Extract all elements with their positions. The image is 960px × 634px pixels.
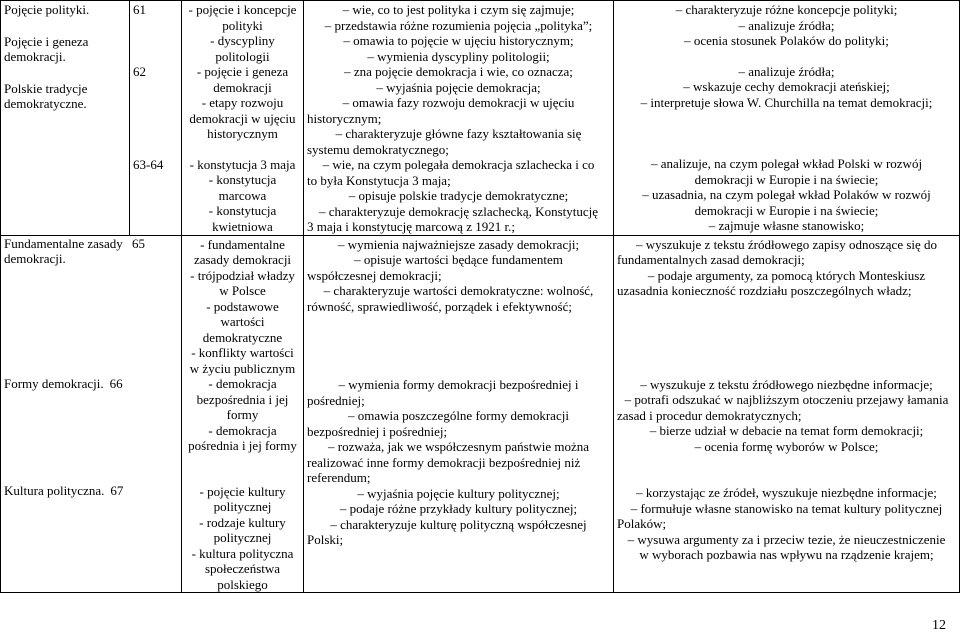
topic-cell: [1, 1, 130, 236]
content-line: w Polsce: [219, 283, 266, 298]
content-line: historycznym: [207, 126, 278, 141]
requirement-line: w wyborach pozbawia nas wpływu na rządzenie krajem;: [639, 547, 934, 562]
lesson-number-cell: [130, 1, 182, 236]
content-line: formy: [226, 407, 259, 422]
requirement-line: bezpośredniej i pośredniej;: [307, 423, 448, 439]
requirement-line: – korzystając ze źródeł, wyszukuje niezbędne informacje;: [636, 485, 937, 500]
lesson-number: 65: [132, 235, 145, 251]
basic-requirements-cell: [304, 235, 614, 593]
requirement-line: demokracji w Europie i na świecie;: [694, 171, 879, 187]
page-number: 12: [932, 618, 946, 633]
content-line: - pojęcie i geneza: [196, 64, 289, 79]
content-line: demokracji w ujęciu: [189, 110, 296, 126]
requirement-line: – uzasadnia, na czym polegał wkład Polaków w rozwój: [642, 187, 931, 202]
content-line: - trójpodział władzy: [190, 267, 295, 283]
lesson-number: 66: [109, 375, 123, 391]
requirement-line: – wyszukuje z tekstu źródłowego niezbędne informacje;: [640, 376, 933, 392]
content-line: - rodzaje kultury: [199, 514, 286, 530]
content-line: - demokracja: [208, 422, 277, 438]
requirement-line: 3 maja i konstytucję marcową z 1921 r.;: [307, 219, 515, 234]
content-line: - konstytucja 3 maja: [189, 156, 296, 172]
content-cell: [182, 235, 304, 593]
content-line: - konflikty wartości: [191, 345, 294, 360]
content-line: zasady demokracji: [193, 252, 292, 267]
requirement-line: – charakteryzuje demokrację szlachecką, Konstytucję: [319, 203, 598, 219]
requirement-line: równość, sprawiedliwość, porządek i efektywność;: [307, 298, 572, 314]
table-row: [1, 235, 960, 593]
topic-lesson-cell: [1, 235, 182, 593]
content-line: w życiu publicznym: [189, 360, 296, 376]
requirement-line: – wyjaśnia pojęcie demokracja;: [376, 79, 541, 95]
topic-title: Polskie tradycje demokratyczne.: [4, 80, 88, 111]
content-line: - kultura polityczna: [191, 545, 294, 561]
content-line: - dyscypliny: [210, 33, 275, 48]
requirement-line: – interpretuje słowa W. Churchilla na temat demokracji;: [640, 94, 933, 110]
requirement-line: – omawia to pojęcie w ujęciu historycznym;: [343, 33, 574, 48]
requirement-line: – wymienia formy demokracji bezpośredniej i: [338, 377, 579, 392]
requirement-line: – opisuje polskie tradycje demokratyczne;: [348, 188, 569, 203]
requirement-line: – wie, co to jest polityka i czym się zajmuje;: [342, 2, 575, 17]
requirement-line: – omawia fazy rozwoju demokracji w ujęciu: [342, 95, 575, 110]
content-line: polskiego: [217, 576, 268, 592]
requirement-line: – charakteryzuje wartości demokratyczne: wolność,: [323, 283, 594, 298]
basic-requirements-cell: [304, 1, 614, 236]
requirement-line: – opisuje wartości będące fundamentem: [354, 252, 563, 267]
requirement-line: – potrafi odszukać w najbliższym otoczeniu przejawy łamania: [624, 392, 949, 407]
requirement-line: – ocenia formę wyborów w Polsce;: [694, 438, 879, 454]
content-cell: [182, 1, 304, 236]
requirement-line: współczesnej demokracji;: [307, 267, 442, 283]
requirement-line: Polaków;: [617, 516, 667, 531]
content-line: marcowa: [218, 187, 267, 203]
content-line: demokratyczne: [202, 329, 283, 345]
requirement-line: – ocenia stosunek Polaków do polityki;: [684, 33, 889, 48]
requirement-line: systemu demokratycznego;: [307, 141, 449, 157]
content-line: - konstytucja: [208, 172, 277, 187]
content-line: - konstytucja: [208, 203, 277, 218]
requirement-line: – przedstawia różne rozumienia pojęcia „polityka”;: [324, 17, 593, 33]
requirement-line: referendum;: [307, 470, 371, 485]
content-line: bezpośrednia i jej: [196, 391, 289, 407]
content-line: - podstawowe: [206, 298, 279, 314]
content-line: - pojęcie kultury: [199, 483, 286, 499]
requirement-line: zasad i procedur demokratycznych;: [617, 407, 802, 423]
requirement-line: – podaje argumenty, za pomocą których Monteskiusz: [647, 267, 926, 283]
content-line: - fundamentalne: [200, 236, 285, 252]
content-line: demokracji: [213, 79, 272, 95]
requirement-line: – zajmuje własne stanowisko;: [708, 218, 865, 233]
topic-title: Pojęcie i geneza demokracji.: [4, 33, 89, 64]
requirement-line: – analizuje źródła;: [738, 17, 835, 33]
requirement-line: pośredniej;: [307, 392, 365, 408]
requirement-line: – charakteryzuje różne koncepcje polityki;: [675, 2, 898, 17]
requirement-line: – wymienia dyscypliny politologii;: [367, 48, 550, 64]
requirement-line: – podaje różne przykłady kultury politycznej;: [339, 501, 578, 516]
requirement-line: – omawia poszczególne formy demokracji: [348, 408, 569, 423]
requirement-line: – wysuwa argumenty za i przeciw tezie, że nieuczestniczenie: [627, 531, 946, 547]
lesson-number: 63-64: [133, 157, 164, 172]
extended-requirements-cell: [614, 1, 960, 236]
content-line: politycznej: [213, 530, 272, 545]
requirement-line: – charakteryzuje kulturę polityczną współczesnej: [330, 516, 587, 532]
requirement-line: uzasadnia konieczność rozdziału poszczególnych władz;: [617, 283, 912, 298]
requirement-line: – rozważa, jak we współczesnym państwie można: [328, 439, 589, 454]
content-line: kwietniowa: [212, 218, 273, 234]
content-line: społeczeństwa: [204, 561, 281, 576]
lesson-number: 62: [133, 63, 146, 79]
requirement-line: – wymienia najważniejsze zasady demokracji;: [337, 236, 580, 252]
topic-title: Fundamentalne zasady demokracji.: [4, 235, 123, 266]
requirement-line: realizować inne formy demokracji bezpośredniej niż: [307, 454, 581, 470]
requirement-line: – wyjaśnia pojęcie kultury politycznej;: [357, 485, 560, 501]
requirement-line: demokracji w Europie i na świecie;: [694, 202, 879, 218]
content-line: - etapy rozwoju: [201, 95, 284, 110]
requirement-line: – analizuje źródła;: [738, 63, 835, 79]
lesson-number: 67: [110, 482, 124, 498]
content-line: polityki: [222, 17, 263, 33]
extended-requirements-cell: [614, 235, 960, 593]
content-line: politologii: [215, 48, 270, 64]
table-row: [1, 1, 960, 236]
lesson-number: 61: [133, 2, 146, 17]
content-line: - demokracja: [208, 376, 277, 391]
requirement-line: – zna pojęcie demokracja i wie, co oznacza;: [344, 64, 573, 79]
requirement-line: – wyszukuje z tekstu źródłowego zapisy odnoszące się do: [635, 236, 938, 252]
requirement-line: – formułuje własne stanowisko na temat kultury politycznej: [630, 500, 943, 516]
content-line: - pojęcie i koncepcje: [188, 2, 297, 17]
requirement-line: historycznym;: [307, 110, 382, 126]
requirement-line: – wie, na czym polegała demokracja szlachecka i co: [322, 157, 595, 172]
content-line: politycznej: [213, 499, 272, 514]
requirement-line: fundamentalnych zasad demokracji;: [617, 252, 805, 267]
requirement-line: – analizuje, na czym polegał wkład Polski w rozwój: [650, 156, 923, 171]
requirement-line: Polski;: [307, 532, 344, 547]
topic-title: Pojęcie polityki.: [4, 2, 90, 17]
topic-title: Kultura polityczna.: [4, 482, 105, 498]
content-line: pośrednia i jej formy: [188, 438, 297, 453]
requirement-line: to była Konstytucja 3 maja;: [307, 172, 451, 188]
requirement-line: – charakteryzuje główne fazy kształtowania się: [335, 126, 582, 141]
content-line: wartości: [220, 314, 265, 329]
requirement-line: – bierze udział w debacie na temat form demokracji;: [649, 423, 924, 438]
requirement-line: – wskazuje cechy demokracji ateńskiej;: [683, 79, 890, 94]
topic-title: Formy demokracji.: [4, 375, 104, 391]
